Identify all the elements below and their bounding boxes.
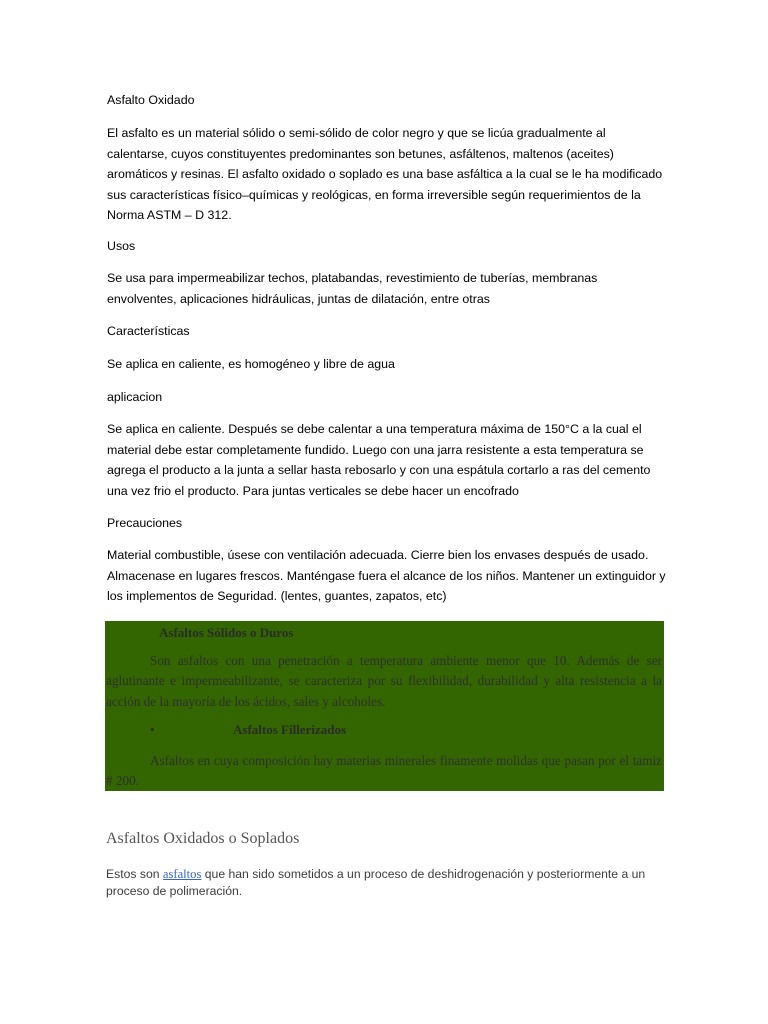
paragraph-text-end: que han sido sometidos a un proceso de deshidrogenación y posteriormente a un proceso de polimeración. [106, 867, 646, 898]
precauciones-paragraph: Material combustible, úsese con ventilación adecuada. Cierre bien los envases después de usado. Almacenase en lugares frescos. Manténgase fuera el alcance de los niños. Mantener un extinguidor y los implementos de Seguridad. (lentes, guantes, zapatos, etc) [107, 548, 666, 604]
usos-paragraph: Se usa para impermeabilizar techos, platabandas, revestimiento de tuberías, membranas envolventes, aplicaciones hidráulicas, juntas de dilatación, entre otras [107, 271, 598, 306]
precauciones-heading: Precauciones [107, 516, 183, 530]
intro-paragraph: El asfalto es un material sólido o semi-sólido de color negro y que se licúa gradualmente al calentarse, cuyos constituyentes predominantes son betunes, asfáltenos, maltenos (aceites) aromáticos y resinas. El asfalto oxidado o soplado es una base asfáltica a la cual se le ha modificado sus características físico–químicas y reológicas, en forma irreversible según requerimientos de la Norma ASTM – D 312. [107, 126, 663, 223]
document-title: Asfalto Oxidado [107, 93, 195, 107]
caracteristicas-paragraph: Se aplica en caliente, es homogéneo y libre de agua [107, 357, 395, 371]
green-highlight-box [105, 621, 664, 791]
aplicacion-heading: aplicacion [107, 390, 163, 404]
usos-heading: Usos [107, 239, 136, 253]
bullet-icon: • [150, 722, 155, 737]
asfaltos-link[interactable]: asfaltos [162, 867, 202, 881]
oxidized-asphalt-paragraph [106, 866, 676, 899]
filler-asphalt-heading: Asfaltos Fillerizados [233, 722, 347, 737]
filler-asphalt-paragraph: Asfaltos en cuya composición hay materias minerales finamente molidas que pasan por el tamiz # 200. [106, 753, 662, 789]
oxidized-asphalt-heading: Asfaltos Oxidados o Soplados [106, 830, 300, 847]
solid-asphalt-heading: Asfaltos Sólidos o Duros [159, 625, 294, 640]
aplicacion-paragraph: Se aplica en caliente. Después se debe calentar a una temperatura máxima de 150°C a la cual el material debe estar completamente fundido. Luego con una jarra resistente a esta temperatura se agrega el producto a la junta a sellar hasta rebosarlo y con una espátula cortarlo a ras del cemento una vez frio el producto. Para juntas verticales se debe hacer un encofrado [107, 422, 651, 498]
paragraph-text-start: Estos son [106, 867, 163, 881]
solid-asphalt-paragraph: Son asfaltos con una penetración a temperatura ambiente menor que 10. Además de ser aglutinante e impermeabilizante, se caracteriza por su flexibilidad, durabilidad y alta resistencia a la acción de la mayoría de los ácidos, sales y alcoholes. [106, 653, 662, 709]
caracteristicas-heading: Características [107, 324, 190, 338]
